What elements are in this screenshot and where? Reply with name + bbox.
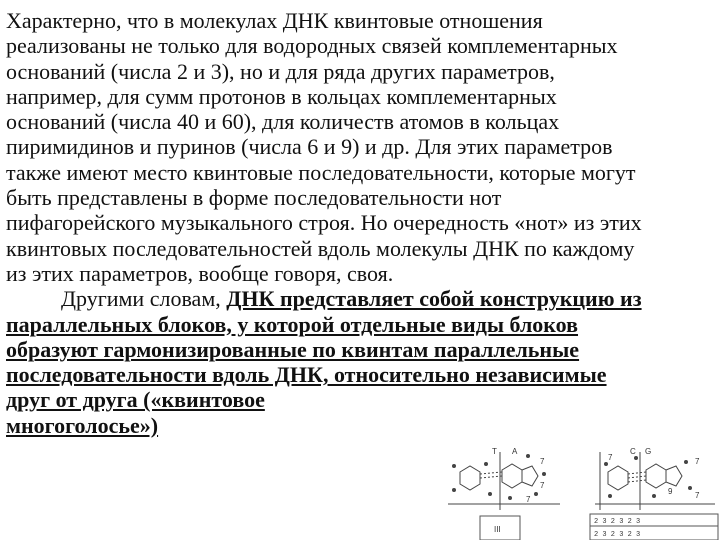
paragraph-1-line-6: пиримидинов и пуринов (числа 6 и 9) и др. Для этих параметров bbox=[6, 134, 613, 160]
right-label-7a: 7 bbox=[608, 453, 613, 462]
left-label-7c: 7 bbox=[526, 495, 531, 504]
left-label-t: T bbox=[492, 447, 497, 456]
right-label-9: 9 bbox=[668, 487, 673, 496]
paragraph-1-line-7: также имеют место квинтовые последовательности, которые могут bbox=[6, 159, 636, 185]
right-atom-dots bbox=[604, 456, 692, 498]
bar-numbers-bottom: 2 3 2 3 2 3 bbox=[594, 531, 641, 539]
dna-base-pairs-figure bbox=[440, 444, 720, 540]
right-label-g: G bbox=[645, 447, 652, 456]
dna-figure-svg bbox=[440, 444, 720, 540]
paragraph-1-line-1: Характерно, что в молекулах ДНК квинтовые отношения bbox=[6, 8, 543, 33]
paragraph-2-bold-4: последовательности вдоль ДНК, относительно независимые bbox=[6, 362, 607, 388]
right-label-c: C bbox=[630, 447, 636, 456]
paragraph-2-line-1 bbox=[6, 286, 714, 311]
bar-label-iii: III bbox=[494, 525, 501, 534]
paragraph-1-line-11: из этих параметров, вообще говоря, своя. bbox=[6, 260, 394, 286]
left-label-a: A bbox=[512, 447, 518, 456]
paragraph-2-bold-6: многоголосье») bbox=[6, 412, 159, 438]
paragraph-1-line-3: оснований (числа 2 и 3), но и для ряда других параметров, bbox=[6, 58, 555, 84]
paragraph-2-bold-5: друг от друга («квинтовое bbox=[6, 387, 265, 413]
paragraph-1-line-2: реализованы не только для водородных связей комплементарных bbox=[6, 33, 618, 59]
paragraph-1-line-5: оснований (числа 40 и 60), для количеств атомов в кольцах bbox=[6, 109, 560, 135]
bar-numbers-top: 2 3 2 3 2 3 bbox=[594, 518, 641, 526]
paragraph-2-bold-1: ДНК представляет собой конструкцию из bbox=[226, 286, 642, 312]
right-label-7c: 7 bbox=[695, 491, 700, 500]
document-body bbox=[6, 8, 714, 438]
left-label-7b: 7 bbox=[540, 481, 545, 490]
paragraph-1-line-10: квинтовых последовательностей вдоль молекулы ДНК по каждому bbox=[6, 235, 635, 261]
left-label-7a: 7 bbox=[540, 457, 545, 466]
paragraph-2-intro: Другими словам, bbox=[6, 286, 227, 312]
paragraph-1-line-9: пифагорейского музыкального строя. Но очередность «нот» из этих bbox=[6, 210, 642, 236]
paragraph-2-bold-3: образуют гармонизированные по квинтам параллельные bbox=[6, 336, 580, 362]
paragraph-2-bold-2: параллельных блоков, у которой отдельные виды блоков bbox=[6, 311, 579, 337]
paragraph-1-line-8: быть представлены в форме последовательности нот bbox=[6, 185, 502, 211]
left-atom-dots bbox=[452, 454, 546, 500]
right-label-7b: 7 bbox=[695, 457, 700, 466]
paragraph-1-line-4: например, для сумм протонов в кольцах комплементарных bbox=[6, 83, 557, 109]
